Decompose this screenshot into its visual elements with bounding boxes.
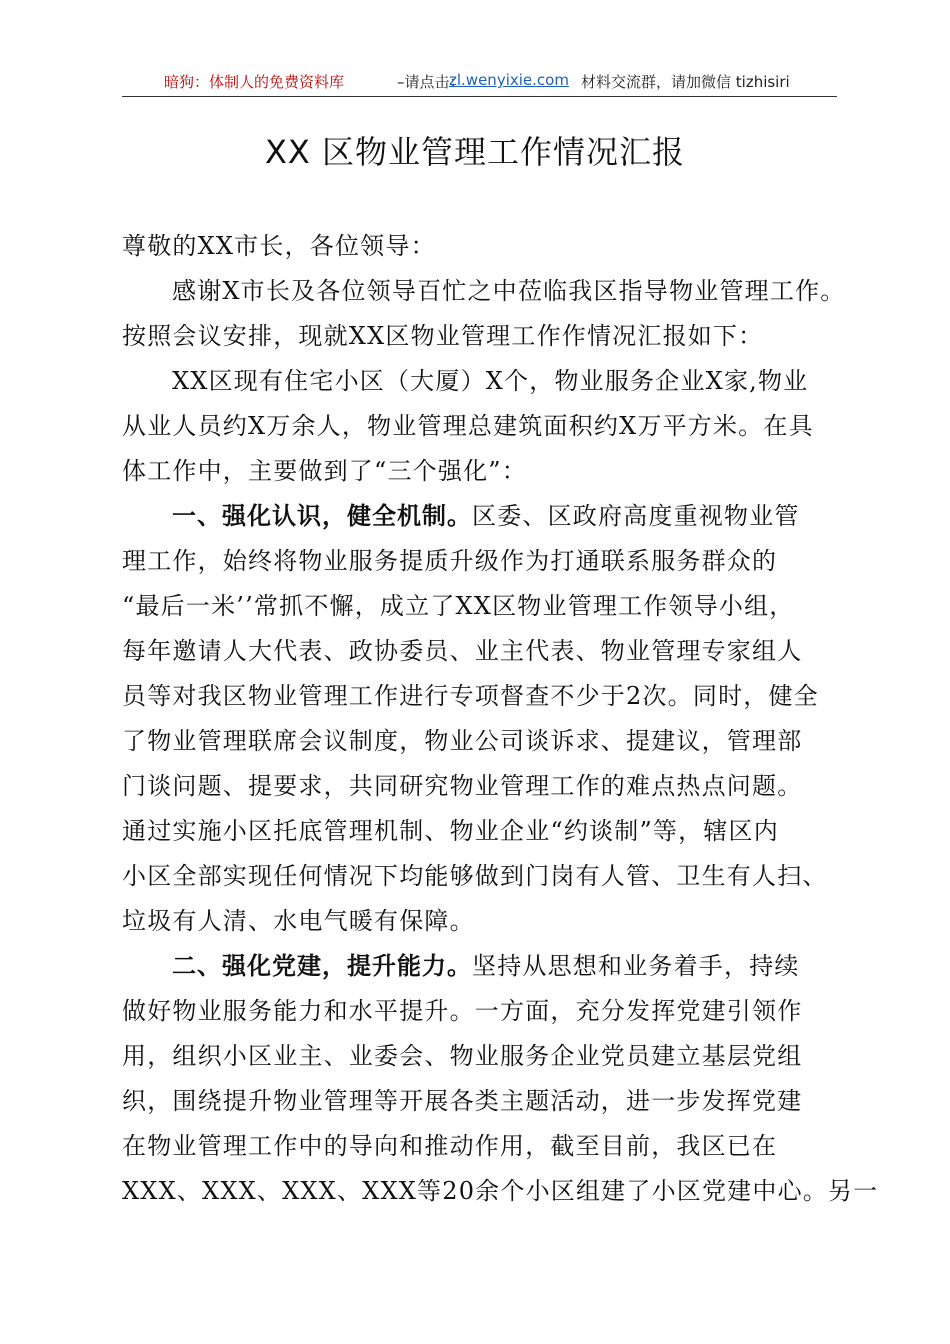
section-two-text: 坚持从思想和业务着手，持续 (472, 952, 800, 980)
body-line: XX区现有住宅小区（大厦）X个，物业服务企业X家,物业 (172, 367, 809, 395)
body-line: 体工作中，主要做到了“三个强化”： (122, 457, 527, 485)
body-line: 感谢X市长及各位领导百忙之中莅临我区指导物业管理工作。 (172, 277, 846, 305)
body-line: 从业人员约X万余人，物业管理总建筑面积约X万平方米。在具 (122, 412, 814, 440)
header-brand: 暗狗：体制人的免费资料库 (164, 73, 345, 91)
section-two-line (172, 949, 842, 983)
body-line: 每年邀请人大代表、政协委员、业主代表、物业管理专家组人 (122, 637, 803, 665)
section-one-heading: 一、强化认识，健全机制。 (172, 502, 472, 530)
body-line: 按照会议安排，现就XX区物业管理工作作情况汇报如下： (122, 322, 764, 350)
body-line: 用，组织小区业主、业委会、物业服务企业党员建立基层党组 (122, 1042, 803, 1070)
body-line: 理工作，始终将物业服务提质升级作为打通联系服务群众的 (122, 547, 778, 575)
salutation: 尊敬的XX市长，各位领导： (122, 232, 436, 260)
body-line: “最后一米’’常抓不懈，成立了XX区物业管理工作领导小组， (122, 592, 795, 620)
section-one-line (172, 499, 842, 533)
body-line: 垃圾有人清、水电气暖有保障。 (122, 907, 475, 935)
header-click-text: –请点击： (397, 73, 465, 91)
body-line: 织，围绕提升物业管理等开展各类主题活动，进一步发挥党建 (122, 1087, 803, 1115)
body-line: 门谈问题、提要求，共同研究物业管理工作的难点热点问题。 (122, 772, 803, 800)
body-line: 小区全部实现任何情况下均能够做到门岗有人管、卫生有人扫、 (122, 862, 828, 890)
header-contact: 材料交流群，请加微信 tizhisiri (581, 73, 790, 91)
body-line: 了物业管理联席会议制度，物业公司谈诉求、提建议，管理部 (122, 727, 803, 755)
header-link[interactable]: zl.wenyixie.com (449, 71, 569, 89)
document-title: XX 区物业管理工作情况汇报 (264, 133, 686, 171)
body-line: 员等对我区物业管理工作进行专项督查不少于2次。同时，健全 (122, 682, 819, 710)
section-two-heading: 二、强化党建，提升能力。 (172, 952, 472, 980)
body-line: 通过实施小区托底管理机制、物业企业“约谈制”等，辖区内 (122, 817, 779, 845)
body-line: 在物业管理工作中的导向和推动作用，截至目前，我区已在 (122, 1132, 778, 1160)
body-line: XXX、XXX、XXX、XXX等20余个小区组建了小区党建中心。另一 (122, 1177, 879, 1205)
section-one-text: 区委、区政府高度重视物业管 (472, 502, 800, 530)
body-line: 做好物业服务能力和水平提升。一方面，充分发挥党建引领作 (122, 997, 803, 1025)
page-header (122, 68, 837, 97)
